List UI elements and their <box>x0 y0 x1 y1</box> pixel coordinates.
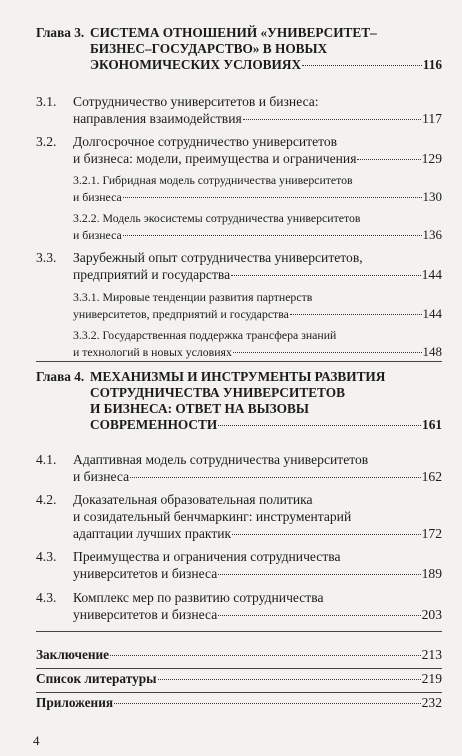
page-number: 189 <box>421 566 442 581</box>
dot-leader <box>218 425 421 426</box>
toc-references <box>36 671 442 687</box>
page-number: 144 <box>422 305 442 321</box>
toc-section-4-1 <box>36 451 442 485</box>
page-number: 148 <box>422 343 442 359</box>
toc-section-4-3-second <box>36 589 442 623</box>
dot-leader <box>243 119 421 120</box>
section-title-line: Зарубежный опыт сотрудничества университетов, <box>73 250 363 265</box>
chapter-title-line: СИСТЕМА ОТНОШЕНИЙ «УНИВЕРСИТЕТ– <box>90 25 377 40</box>
section-title-line: университетов и бизнеса <box>73 607 218 622</box>
section-title-line: и бизнеса: модели, преимущества и ограничения <box>73 151 357 166</box>
page-number: 136 <box>422 226 442 242</box>
back-matter-divider <box>36 668 442 669</box>
page-number: 117 <box>422 111 442 126</box>
dot-leader <box>233 352 422 353</box>
dot-leader <box>302 65 422 66</box>
section-title-line: и созидательный бенчмаркинг: инструментарий <box>73 509 352 524</box>
chapter-title-line: ЭКОНОМИЧЕСКИХ УСЛОВИЯХ <box>90 57 302 72</box>
section-title-line: адаптации лучших практик <box>73 526 232 541</box>
section-number: 3.3. <box>36 250 57 265</box>
toc-chapter-3 <box>36 25 442 73</box>
back-matter-title: Приложения <box>36 695 114 710</box>
toc-section-4-3 <box>36 548 442 582</box>
subsection-title-line: и бизнеса <box>73 227 122 242</box>
page-number: 203 <box>421 607 442 622</box>
subsection-title-line: и бизнеса <box>73 189 122 204</box>
subsection-title-line: 3.3.1. Мировые тенденции развития партнерств <box>73 290 313 304</box>
back-matter-title: Список литературы <box>36 671 157 686</box>
section-title-line: Преимущества и ограничения сотрудничества <box>73 549 341 564</box>
toc-section-3-3 <box>36 249 442 283</box>
dot-leader <box>123 235 422 236</box>
section-title-line: предприятий и государства <box>73 267 231 282</box>
toc-section-3-2 <box>36 133 442 167</box>
dot-leader <box>218 574 420 575</box>
section-number: 4.1. <box>36 452 57 467</box>
page-number: 129 <box>421 151 442 166</box>
section-number: 3.2. <box>36 134 57 149</box>
section-title-line: и бизнеса <box>73 469 130 484</box>
toc-subsection-3-3-2 <box>73 327 442 360</box>
page-number: 213 <box>421 647 442 662</box>
page-folio: 4 <box>33 733 40 748</box>
subsection-title-line: университетов, предприятий и государства <box>73 306 289 321</box>
subsection-title-line: и технологий в новых условиях <box>73 344 232 359</box>
page-number: 232 <box>421 695 442 710</box>
subsection-title-line: 3.3.2. Государственная поддержка трансфера знаний <box>73 328 337 342</box>
section-title-line: Долгосрочное сотрудничество университетов <box>73 134 338 149</box>
page-number: 162 <box>421 469 442 484</box>
section-title-line: Сотрудничество университетов и бизнеса: <box>73 94 319 109</box>
dot-leader <box>130 477 420 478</box>
section-title-line: Адаптивная модель сотрудничества университетов <box>73 452 369 467</box>
section-number: 4.3. <box>36 549 57 564</box>
toc-subsection-3-2-2 <box>73 210 442 243</box>
section-number: 3.1. <box>36 94 57 109</box>
dot-leader <box>231 275 420 276</box>
back-matter-divider <box>36 692 442 693</box>
section-title-line: направления взаимодействия <box>73 111 242 126</box>
section-title-line: университетов и бизнеса <box>73 566 218 581</box>
chapter-title-line: МЕХАНИЗМЫ И ИНСТРУМЕНТЫ РАЗВИТИЯ <box>90 369 386 384</box>
page-number: 144 <box>421 267 442 282</box>
dot-leader <box>232 534 420 535</box>
dot-leader <box>110 655 421 656</box>
chapter-title-line: БИЗНЕС–ГОСУДАРСТВО» В НОВЫХ <box>90 41 328 56</box>
dot-leader <box>123 197 422 198</box>
toc-chapter-4 <box>36 369 442 433</box>
page-number: 172 <box>421 526 442 541</box>
page-number: 130 <box>422 188 442 204</box>
dot-leader <box>114 703 421 704</box>
dot-leader <box>158 679 421 680</box>
toc-subsection-3-3-1 <box>73 289 442 322</box>
toc-section-4-2 <box>36 491 442 542</box>
toc-appendices <box>36 695 442 711</box>
toc-subsection-3-2-1 <box>73 172 442 205</box>
section-divider <box>36 631 442 632</box>
section-number: 4.3. <box>36 590 57 605</box>
page-number: 116 <box>422 57 442 72</box>
section-number: 4.2. <box>36 492 57 507</box>
chapter-divider <box>36 361 442 362</box>
toc-section-3-1 <box>36 93 442 127</box>
page-number: 161 <box>422 417 442 432</box>
dot-leader <box>290 314 422 315</box>
back-matter-title: Заключение <box>36 647 110 662</box>
page-number: 219 <box>421 671 442 686</box>
chapter-label: Глава 4. <box>36 369 85 384</box>
subsection-title-line: 3.2.2. Модель экосистемы сотрудничества университетов <box>73 211 361 225</box>
subsection-title-line: 3.2.1. Гибридная модель сотрудничества университетов <box>73 173 353 187</box>
toc-conclusion <box>36 647 442 663</box>
dot-leader <box>357 159 420 160</box>
chapter-title-line: СОТРУДНИЧЕСТВА УНИВЕРСИТЕТОВ <box>90 385 345 400</box>
chapter-label: Глава 3. <box>36 25 85 40</box>
chapter-title-line: СОВРЕМЕННОСТИ <box>90 417 218 432</box>
section-title-line: Доказательная образовательная политика <box>73 492 313 507</box>
chapter-title-line: И БИЗНЕСА: ОТВЕТ НА ВЫЗОВЫ <box>90 401 309 416</box>
section-title-line: Комплекс мер по развитию сотрудничества <box>73 590 324 605</box>
dot-leader <box>218 615 420 616</box>
